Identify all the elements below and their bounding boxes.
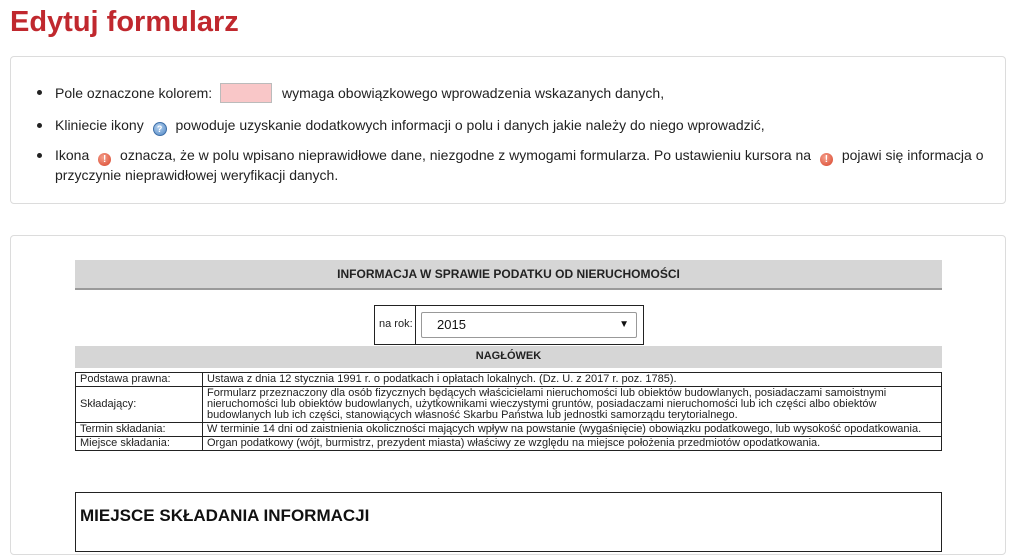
year-select-value: 2015 (437, 317, 466, 332)
year-label: na rok: (379, 318, 413, 330)
row-value: W terminie 14 dni od zaistnienia okoliczności mających wpływ na powstanie (wygaśnięcie) obowiązku podatkowego, lub wysokość opodatkowania. (203, 423, 942, 437)
legend-required-text-after: wymaga obowiązkowego wprowadzenia wskazanych danych, (281, 85, 665, 101)
year-separator (415, 306, 416, 344)
required-color-swatch (220, 83, 272, 103)
row-label: Podstawa prawna: (76, 373, 203, 387)
legend-item-required (55, 83, 995, 103)
year-selector (374, 305, 644, 345)
page-title: Edytuj formularz (10, 6, 239, 38)
year-select[interactable] (421, 312, 637, 338)
legend-help-text-before: Kliniecie ikony (55, 117, 144, 133)
legend-error-text-middle: oznacza, że w polu wpisano nieprawidłowe dane, niezgodne z wymogami formularza. Po ustawieniu kursora na (120, 147, 812, 163)
row-label: Miejsce składania: (76, 437, 203, 451)
section-header: NAGŁÓWEK (75, 346, 942, 368)
row-label: Składający: (76, 387, 203, 423)
legend-error-text-before: Ikona (55, 147, 90, 163)
row-value: Organ podatkowy (wójt, burmistrz, prezydent miasta) właściwy ze względu na miejsce położenia przedmiotów opodatkowania. (203, 437, 942, 451)
legend-required-text-before: Pole oznaczone kolorem: (55, 85, 213, 101)
chevron-down-icon: ▼ (619, 319, 629, 330)
error-icon: ! (98, 153, 111, 166)
legend-panel (10, 56, 1006, 204)
legend-error-text-after: pojawi się informacja o przyczynie nieprawidłowej weryfikacji danych. (55, 147, 984, 183)
table-row (76, 387, 942, 423)
table-row (76, 437, 942, 451)
legend-help-text-after: powoduje uzyskanie dodatkowych informacji o polu i danych jakie należy do niego wprowadzić, (175, 117, 765, 133)
row-value: Ustawa z dnia 12 stycznia 1991 r. o podatkach i opłatach lokalnych. (Dz. U. z 2017 r. poz. 1785). (203, 373, 942, 387)
table-row (76, 423, 942, 437)
table-row (76, 373, 942, 387)
form-title: INFORMACJA W SPRAWIE PODATKU OD NIERUCHOMOŚCI (75, 260, 942, 290)
header-info-table (75, 372, 942, 451)
place-section (75, 492, 942, 552)
place-section-title: MIEJSCE SKŁADANIA INFORMACJI (80, 506, 370, 525)
row-label: Termin składania: (76, 423, 203, 437)
row-value: Formularz przeznaczony dla osób fizycznych będących właścicielami nieruchomości lub obiektów budowlanych, posiadaczami samoistnymi nieruchomości lub obiektów budowlanych, użytkownikami wieczystymi gruntów, posiadaczami nieruchomości lub ich części albo obiektów budowlanych lub ich części, stanowiących własność Skarbu Państwa lub jednostki samorządu terytorialnego. (203, 387, 942, 423)
error-icon: ! (820, 153, 833, 166)
legend-item-help (55, 116, 995, 136)
help-icon: ? (153, 122, 167, 136)
legend-item-error (55, 146, 995, 184)
